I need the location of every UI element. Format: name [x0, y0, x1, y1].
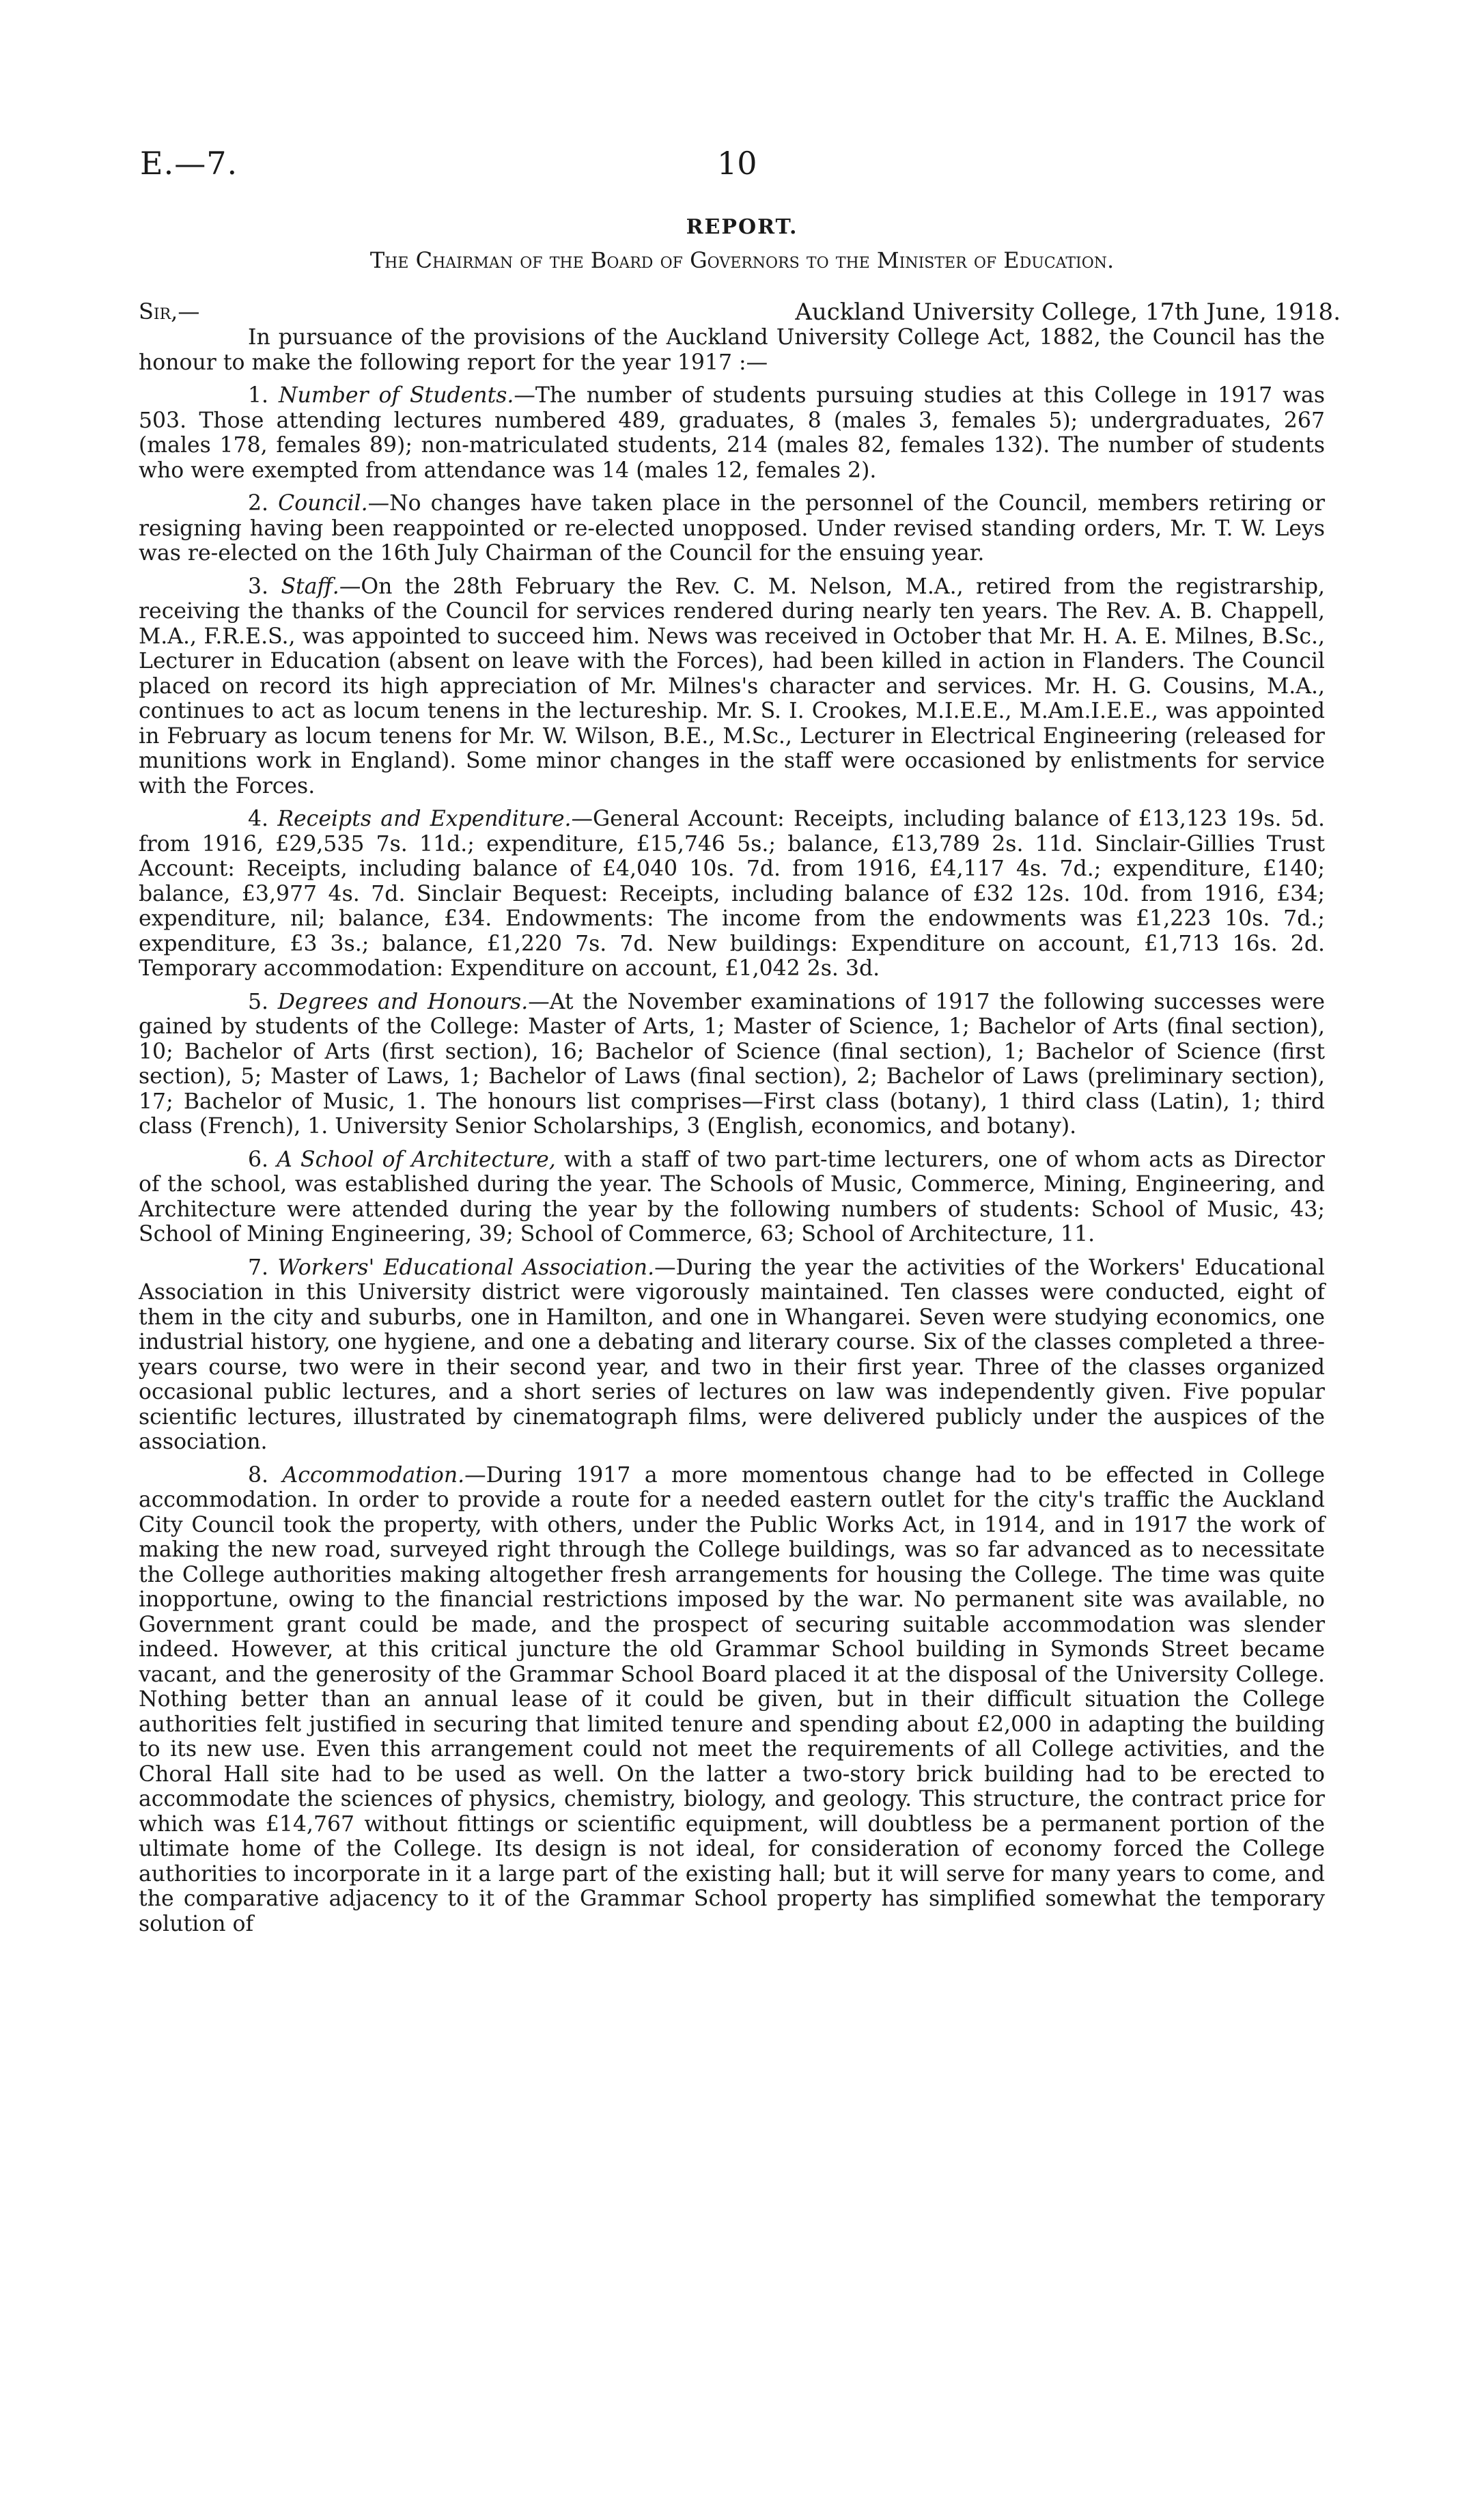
- section-text: —During the year the activities of the Workers' Educational Association in this University district were vigorously maintained. Ten classes were conducted, eight of them in the city and suburbs, one in Hamilton, and one in Whangarei. Seven were studying economics, one industrial history, one hygiene, and one a debating and literary course. Six of the classes completed a three-years course, two were in their second year, and two in their first year. Three of the classes organized occasional public lectures, and a short series of lectures on law was independently given. Five popular scientific lectures, illustrated by cinematograph films, were delivered publicly under the auspices of the association.: [139, 1255, 1325, 1454]
- report-title: REPORT.: [686, 215, 798, 239]
- section-text: —No changes have taken place in the personnel of the Council, members retiring or resigning having been reappointed or re-elected unopposed. Under revised standing orders, Mr. T. W. Leys was re-elected on the 16th July Chairman of the Council for the ensuing year.: [139, 491, 1326, 566]
- section-paragraph: [139, 990, 1325, 1139]
- section-paragraph: [139, 491, 1325, 566]
- page-number: 10: [717, 145, 757, 182]
- report-body: [139, 325, 1325, 1945]
- page-reference: E.—7.: [140, 145, 238, 182]
- section-title: Degrees and Honours.: [277, 989, 529, 1014]
- intro-paragraph: In pursuance of the provisions of the Auckland University College Act, 1882, the Council has the honour to make the following report for the year 1917 :—: [139, 325, 1325, 375]
- report-subtitle: The Chairman of the Board of Governors to the Minister of Education.: [369, 247, 1115, 273]
- section-text: —During 1917 a more momentous change had to be effected in College accommodation. In order to provide a route for a needed eastern outlet for the city's traffic the Auckland City Council took the property, with others, under the Public Works Act, in 1914, and in 1917 the work of making the new road, surveyed right through the College buildings, was so far advanced as to necessitate the College authorities making altogether fresh arrangements for housing the College. The time was quite inopportune, owing to the financial restrictions imposed by the war. No permanent site was available, no Government grant could be made, and the prospect of securing suitable accommodation was slender indeed. However, at this critical juncture the old Grammar School building in Symonds Street became vacant, and the generosity of the Grammar School Board placed it at the disposal of the University College. Nothing better than an annual lease of it could be given, but in their difficult situation the College authorities felt justified in securing that limited tenure and spending about £2,000 in adapting the building to its new use. Even this arrangement could not meet the requirements of all College activities, and the Choral Hall site had to be used as well. On the latter a two-story brick building had to be erected to accommodate the sciences of physics, chemistry, biology, and geology. This structure, the contract price for which was £14,767 without fittings or scientific equipment, will doubtless be a permanent portion of the ultimate home of the College. Its design is not ideal, for consideration of economy forced the College authorities to incorporate in it a large part of the existing hall; but it will serve for many years to come, and the comparative adjacency to it of the Grammar School property has simplified somewhat the temporary solution of: [139, 1462, 1325, 1936]
- section-number: 7.: [248, 1255, 269, 1280]
- section-text: —General Account: Receipts, including balance of £13,123 19s. 5d. from 1916, £29,535 7s. 11d.; expenditure, £15,746 5s.; balance, £13,789 2s. 11d. Sinclair-Gillies Trust Account: Receipts, including balance of £4,040 10s. 7d. from 1916, £4,117 4s. 7d.; expenditure, £140; balance, £3,977 4s. 7d. Sinclair Bequest: Receipts, including balance of £32 12s. 10d. from 1916, £34; expenditure, nil; balance, £34. Endowments: The income from the endowments was £1,223 10s. 7d.; expenditure, £3 3s.; balance, £1,220 7s. 7d. New buildings: Expenditure on account, £1,713 16s. 2d. Temporary accommodation: Expenditure on account, £1,042 2s. 3d.: [139, 807, 1325, 981]
- section-paragraph: [139, 1147, 1325, 1247]
- section-number: 1.: [248, 383, 269, 408]
- section-title: Staff.: [281, 574, 339, 599]
- section-number: 3.: [248, 574, 269, 599]
- section-paragraph: [139, 383, 1325, 483]
- section-title: Receipts and Expenditure.: [277, 807, 572, 831]
- section-title: Workers' Educational Association.: [277, 1255, 655, 1280]
- section-number: 5.: [248, 989, 269, 1014]
- section-text: —On the 28th February the Rev. C. M. Nelson, M.A., retired from the registrarship, receiving the thanks of the Council for services rendered during nearly ten years. The Rev. A. B. Chappell, M.A., F.R.E.S., was appointed to succeed him. News was received in October that Mr. H. A. E. Milnes, B.Sc., Lecturer in Education (absent on leave with the Forces), had been killed in action in Flanders. The Council placed on record its high appreciation of Mr. Milnes's character and services. Mr. H. G. Cousins, M.A., continues to act as locum tenens in the lectureship. Mr. S. I. Crookes, M.I.E.E., M.Am.I.E.E., was appointed in February as locum tenens for Mr. W. Wilson, B.E., M.Sc., Lecturer in Electrical Engineering (released for munitions work in England). Some minor changes in the staff were occasioned by enlistments for service with the Forces.: [139, 574, 1325, 798]
- section-number: 8.: [248, 1462, 269, 1488]
- section-paragraph: [139, 807, 1325, 981]
- section-text: with a staff of two part-time lecturers, one of whom acts as Director of the school, was established during the year. The Schools of Music, Commerce, Mining, Engineering, and Architecture were attended during the year by the following numbers of students: School of Music, 43; School of Mining Engineering, 39; School of Commerce, 63; School of Architecture, 11.: [139, 1147, 1325, 1246]
- section-number: 2.: [248, 491, 269, 516]
- salutation: Sir,—: [139, 298, 200, 324]
- section-title: A School of Architecture,: [277, 1147, 556, 1172]
- section-paragraph: [139, 574, 1325, 799]
- section-text: —At the November examinations of 1917 the following successes were gained by students of the College: Master of Arts, 1; Master of Science, 1; Bachelor of Arts (final section), 10; Bachelor of Arts (first section), 16; Bachelor of Science (final section), 1; Bachelor of Science (first section), 5; Master of Laws, 1; Bachelor of Laws (final section), 2; Bachelor of Laws (preliminary section), 17; Bachelor of Music, 1. The honours list comprises—First class (botany), 1 third class (Latin), 1; third class (French), 1. University Senior Scholarships, 3 (English, economics, and botany).: [139, 989, 1325, 1139]
- section-title: Accommodation.: [282, 1462, 465, 1488]
- section-paragraph: [139, 1255, 1325, 1455]
- place-date-line: Auckland University College, 17th June, 1918.: [795, 298, 1341, 326]
- section-number: 6.: [248, 1147, 269, 1172]
- section-title: Council.: [278, 491, 368, 516]
- section-number: 4.: [248, 807, 269, 831]
- section-title: Number of Students.: [278, 383, 514, 408]
- section-text: —The number of students pursuing studies at this College in 1917 was 503. Those attending lectures numbered 489, graduates, 8 (males 3, females 5); undergraduates, 267 (males 178, females 89); non-matriculated students, 214 (males 82, females 132). The number of students who were exempted from attendance was 14 (males 12, females 2).: [139, 383, 1326, 483]
- section-paragraph: [139, 1463, 1325, 1937]
